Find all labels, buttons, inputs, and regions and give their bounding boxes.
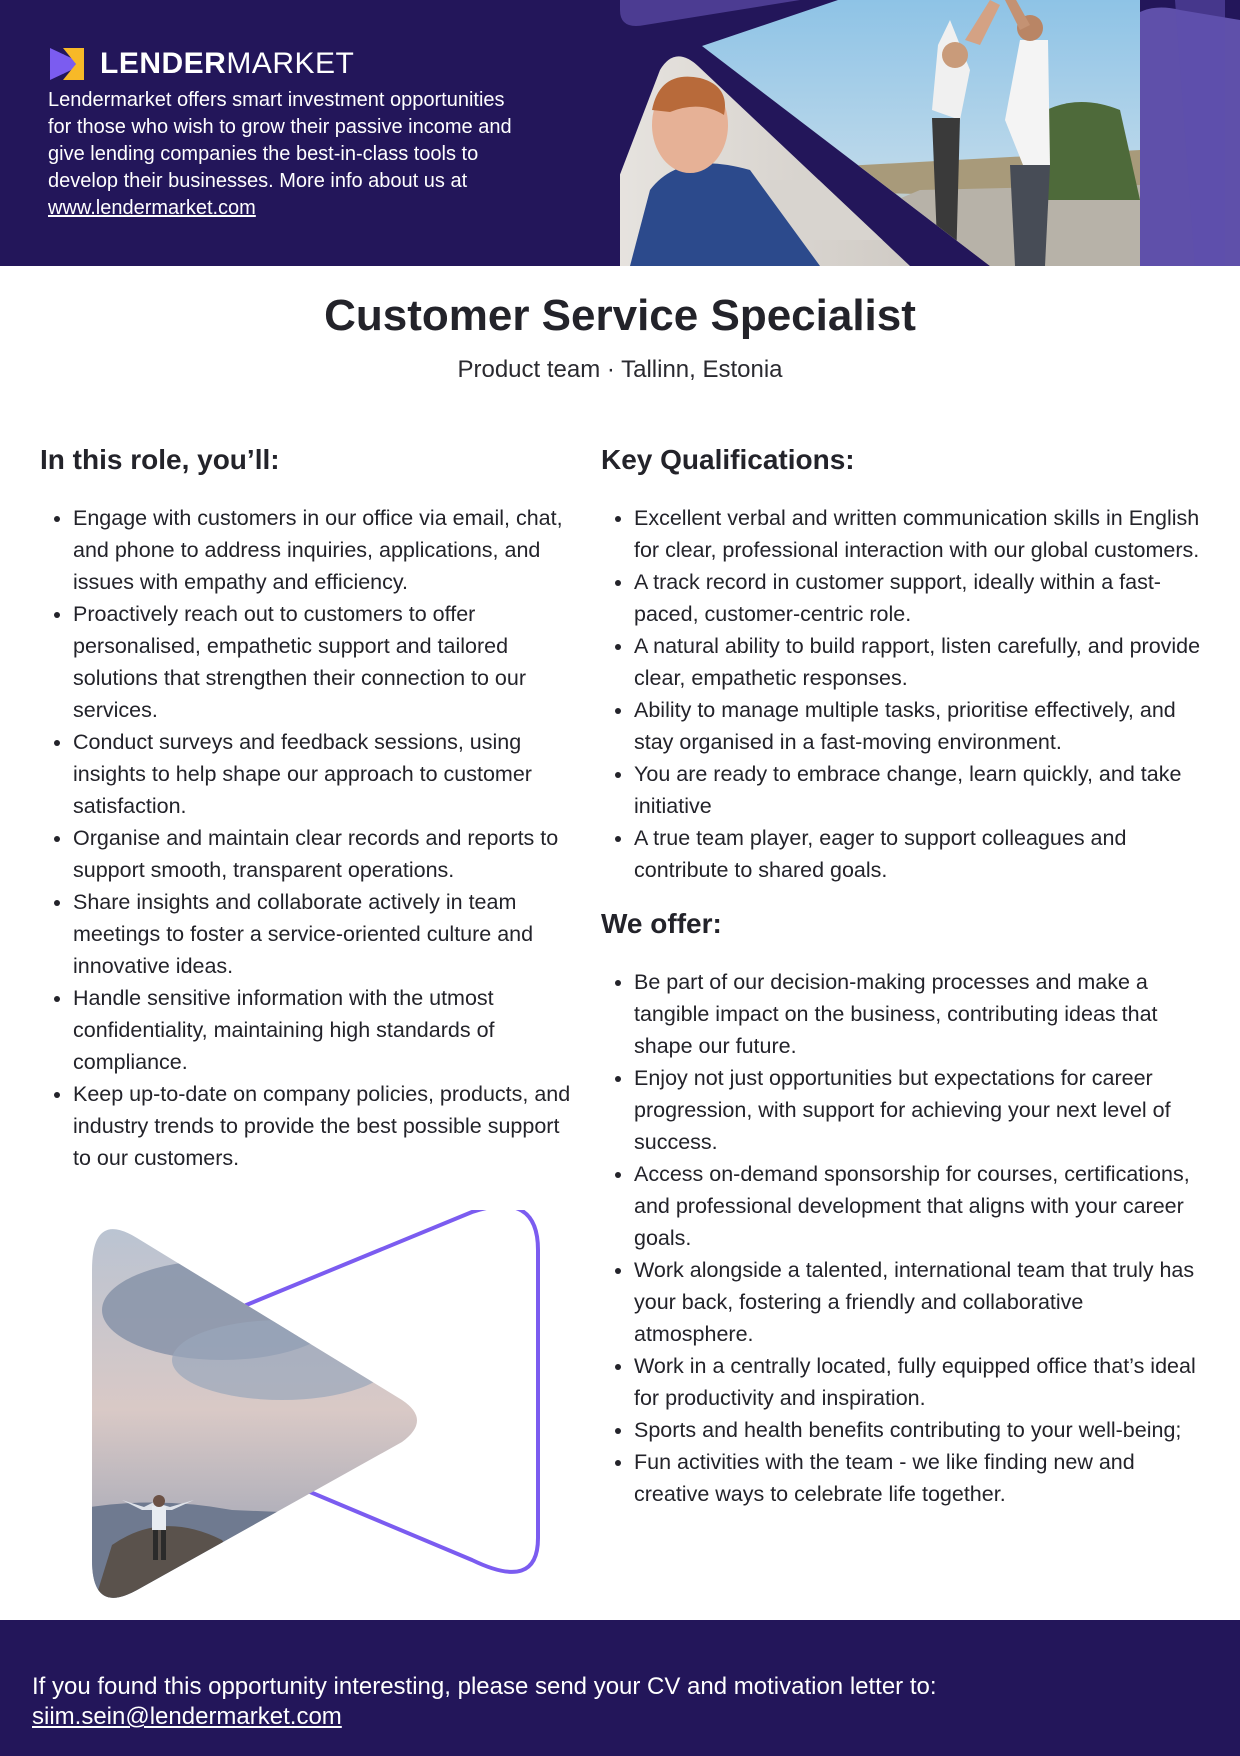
- list-item: • Enjoy not just opportunities but expectations for career progression, with support for achieving your next level of success.: [634, 1062, 1201, 1158]
- list-item: • Proactively reach out to customers to offer personalised, empathetic support and tailored solutions that strengthen their connection to our services.: [73, 598, 580, 726]
- list-item: • Work alongside a talented, international team that truly has your back, fostering a friendly and collaborative atmosphere.: [634, 1254, 1201, 1350]
- offer-list: [601, 966, 1201, 1510]
- list-item: • Fun activities with the team - we like finding new and creative ways to celebrate life together.: [634, 1446, 1201, 1510]
- job-subtitle: Product team · Tallinn, Estonia: [457, 356, 783, 383]
- list-item: • Ability to manage multiple tasks, prioritise effectively, and stay organised in a fast-moving environment.: [634, 694, 1201, 758]
- list-item: • Organise and maintain clear records and reports to support smooth, transparent operations.: [73, 822, 580, 886]
- photo-person-on-mountain: [72, 1210, 472, 1600]
- logo-mark-icon: [48, 45, 86, 83]
- list-item: • Work in a centrally located, fully equipped office that’s ideal for productivity and inspiration.: [634, 1350, 1201, 1414]
- role-list: [40, 502, 580, 1174]
- intro-text: Lendermarket offers smart investment opportunities for those who wish to grow their passive income and give lending companies the best-in-class tools to develop their businesses. More info about us at: [48, 89, 512, 192]
- brand-logo[interactable]: [48, 45, 354, 83]
- website-link[interactable]: www.lendermarket.com: [48, 197, 256, 219]
- offer-heading: We offer:: [601, 908, 722, 939]
- list-item: • Handle sensitive information with the utmost confidentiality, maintaining high standards of compliance.: [73, 982, 580, 1078]
- mountain-photo-graphic: [72, 1210, 552, 1600]
- list-item: • Share insights and collaborate actively in team meetings to foster a service-oriented culture and innovative ideas.: [73, 886, 580, 982]
- list-item: • A natural ability to build rapport, listen carefully, and provide clear, empathetic responses.: [634, 630, 1201, 694]
- list-item: • Conduct surveys and feedback sessions, using insights to help shape our approach to customer satisfaction.: [73, 726, 580, 822]
- qualifications-list: [601, 502, 1201, 886]
- role-heading: In this role, you’ll:: [40, 444, 280, 475]
- logo-word-bold: LENDER: [100, 47, 227, 80]
- list-item: • Engage with customers in our office via email, chat, and phone to address inquiries, applications, and issues with empathy and efficiency.: [73, 502, 580, 598]
- job-header: [0, 288, 1240, 384]
- list-item: • A track record in customer support, ideally within a fast-paced, customer-centric role.: [634, 566, 1201, 630]
- logo-word-light: MARKET: [226, 47, 355, 80]
- list-item: • A true team player, eager to support colleagues and contribute to shared goals.: [634, 822, 1201, 886]
- header-banner: [0, 0, 1240, 266]
- list-item: • Sports and health benefits contributing to your well-being;: [634, 1414, 1201, 1446]
- header-photo-collage: [620, 0, 1240, 266]
- role-section: [40, 440, 580, 1174]
- footer-contact: [32, 1672, 937, 1732]
- list-item: • Excellent verbal and written communication skills in English for clear, professional interaction with our global customers.: [634, 502, 1201, 566]
- right-column: [601, 440, 1201, 1510]
- logo-wordmark: [100, 49, 354, 79]
- job-title: Customer Service Specialist: [324, 291, 916, 340]
- list-item: • Access on-demand sponsorship for courses, certifications, and professional development that aligns with your career goals.: [634, 1158, 1201, 1254]
- footer-banner: [0, 1620, 1240, 1756]
- list-item: • You are ready to embrace change, learn quickly, and take initiative: [634, 758, 1201, 822]
- list-item: • Keep up-to-date on company policies, products, and industry trends to provide the best possible support to our customers.: [73, 1078, 580, 1174]
- footer-text: If you found this opportunity interesting, please send your CV and motivation letter to:: [32, 1673, 937, 1700]
- qualifications-heading: Key Qualifications:: [601, 444, 855, 475]
- list-item: • Be part of our decision-making processes and make a tangible impact on the business, contributing ideas that shape our future.: [634, 966, 1201, 1062]
- contact-email-link[interactable]: siim.sein@lendermarket.com: [32, 1703, 342, 1730]
- company-intro: [48, 87, 518, 222]
